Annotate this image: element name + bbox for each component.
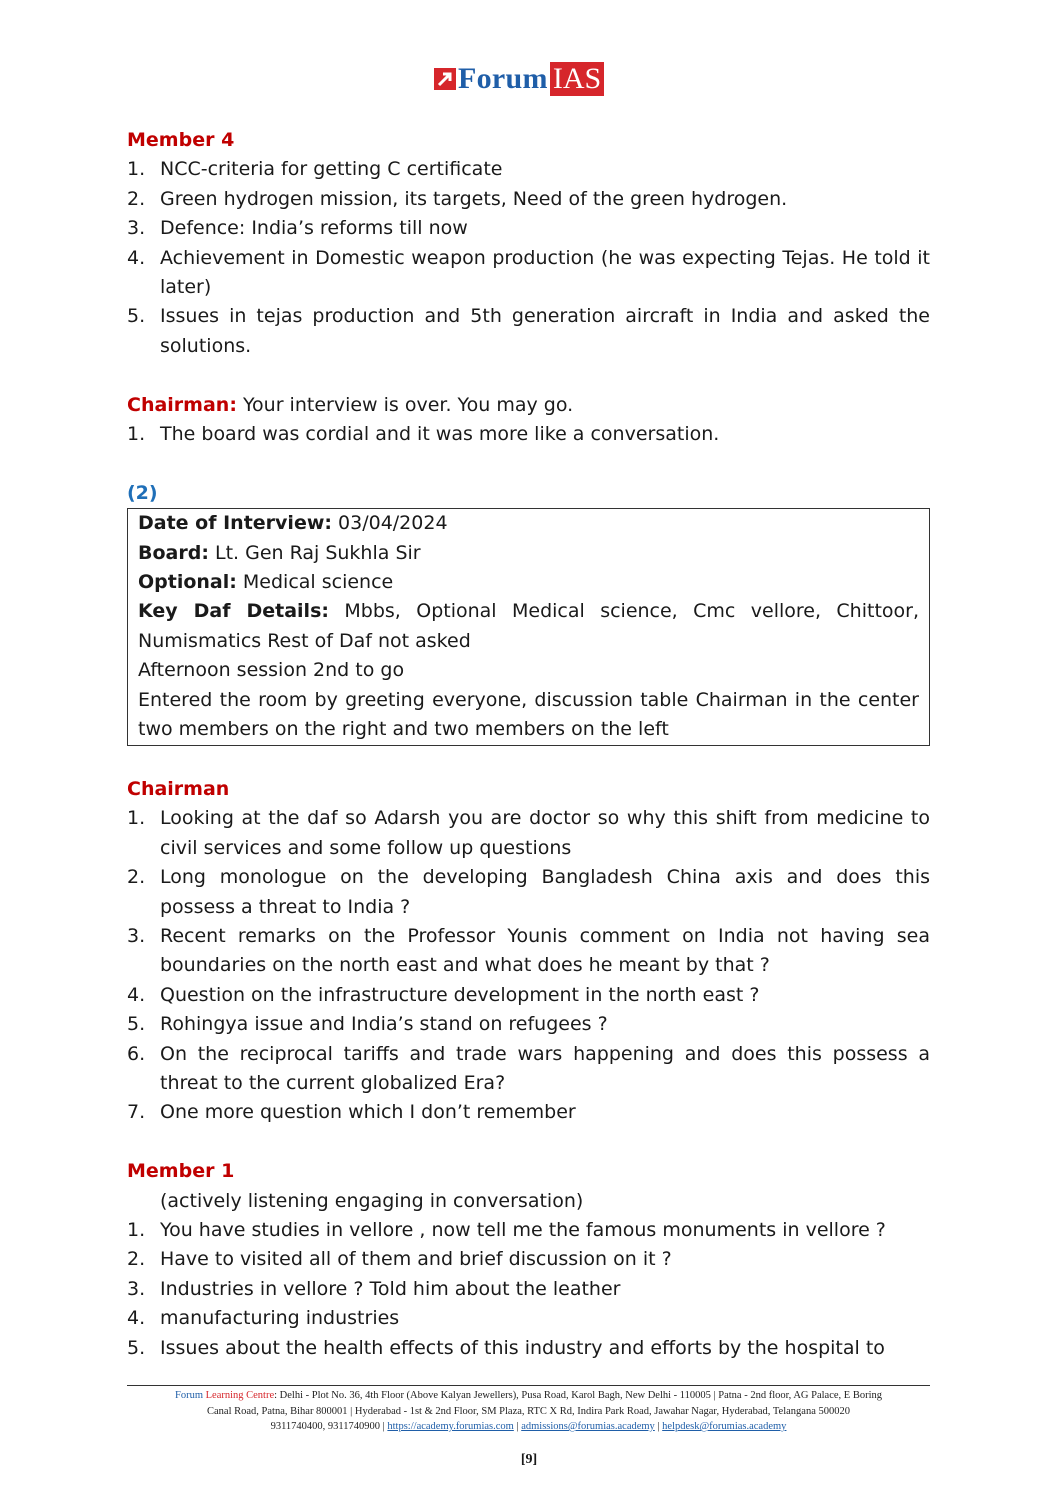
list-item: 1. The board was cordial and it was more like a conversation. <box>127 423 720 446</box>
list-item: 2. Long monologue on the developing Bangladesh China axis and does this possess a threat to India ? <box>127 866 930 918</box>
member1-note: (actively listening engaging in conversation) <box>160 1189 584 1212</box>
footer-contact-line: 9311740400, 9311740900 | https://academy.forumias.com | admissions@forumias.academy | helpdesk@forumias.academy <box>270 1421 787 1432</box>
document-body <box>127 126 930 1363</box>
list-item: 5. Rohingya issue and India’s stand on refugees ? <box>127 1013 608 1036</box>
entry-row: Entered the room by greeting everyone, discussion table Chairman in the center two members on the right and two members on the left <box>138 688 919 741</box>
chairman-closing-list <box>127 420 930 449</box>
list-item: 2. Green hydrogen mission, its targets, Need of the green hydrogen. <box>127 187 788 210</box>
page-footer <box>127 1385 930 1435</box>
list-item: 1. Looking at the daf so Adarsh you are doctor so why this shift from medicine to civil services and some follow up questions <box>127 807 930 859</box>
list-item: 4. Question on the infrastructure development in the north east ? <box>127 983 760 1006</box>
list-item: 4. Achievement in Domestic weapon production (he was expecting Tejas. He told it later) <box>127 246 930 299</box>
chairman-heading: Chairman <box>127 777 230 800</box>
list-item: 3. Recent remarks on the Professor Younis comment on India not having sea boundaries on the north east and what does he meant by that ? <box>127 924 930 977</box>
arrow-icon <box>434 68 456 90</box>
chairman-closing: Chairman: Your interview is over. You may go. <box>127 393 574 416</box>
date-row: Date of Interview: 03/04/2024 <box>138 512 448 535</box>
list-item: 6. On the reciprocal tariffs and trade wars happening and does this possess a threat to the current globalized Era? <box>127 1042 930 1094</box>
footer-address-line2: Canal Road, Patna, Bihar 800001 | Hyderabad - 1st & 2nd Floor, SM Plaza, RTC X Rd, Indira Park Road, Jawahar Nagar, Hyderabad, Telangana 500020 <box>207 1405 850 1417</box>
list-item: 3. Industries in vellore ? Told him about the leather <box>127 1277 621 1300</box>
section-number: (2) <box>127 481 158 504</box>
board-row: Board: Lt. Gen Raj Sukhla Sir <box>138 541 421 564</box>
page-number: [9] <box>520 1452 538 1467</box>
optional-row: Optional: Medical science <box>138 571 394 594</box>
list-item: 2. Have to visited all of them and brief discussion on it ? <box>127 1248 672 1271</box>
member4-heading: Member 4 <box>127 129 235 151</box>
helpdesk-email-link[interactable]: helpdesk@forumias.academy <box>662 1421 787 1432</box>
footer-address-line1: Forum Learning Centre: Delhi - Plot No. 36, 4th Floor (Above Kalyan Jewellers), Pusa Road, Karol Bagh, New Delhi - 110005 | Patna - 2nd floor, AG Palace, E Boring <box>174 1390 882 1401</box>
list-item: 7. One more question which I don’t remember <box>127 1101 576 1124</box>
list-item: 1. You have studies in vellore , now tell me the famous monuments in vellore ? <box>127 1218 886 1241</box>
member4-list <box>127 155 930 361</box>
chairman-list <box>127 804 930 1127</box>
member1-list <box>127 1216 930 1363</box>
list-item: 4. manufacturing industries <box>127 1307 400 1330</box>
daf-row: Key Daf Details: Mbbs, Optional Medical science, Cmc vellore, Chittoor, Numismatics Rest of Daf not asked <box>138 600 919 652</box>
logo-ias-text: IAS <box>550 62 604 96</box>
member1-heading: Member 1 <box>127 1160 235 1183</box>
forumias-logo <box>434 62 604 96</box>
session-row: Afternoon session 2nd to go <box>138 659 405 682</box>
website-link[interactable]: https://academy.forumias.com <box>387 1421 514 1432</box>
list-item: 1. NCC-criteria for getting C certificate <box>127 158 503 181</box>
list-item: 3. Defence: India’s reforms till now <box>127 217 468 240</box>
list-item: 5. Issues in tejas production and 5th generation aircraft in India and asked the solutions. <box>127 305 930 357</box>
logo-forum-text: Forum <box>458 62 548 95</box>
interview-details-box <box>127 508 930 745</box>
list-item: 5. Issues about the health effects of this industry and efforts by the hospital to <box>127 1336 885 1359</box>
admissions-email-link[interactable]: admissions@forumias.academy <box>521 1421 655 1432</box>
